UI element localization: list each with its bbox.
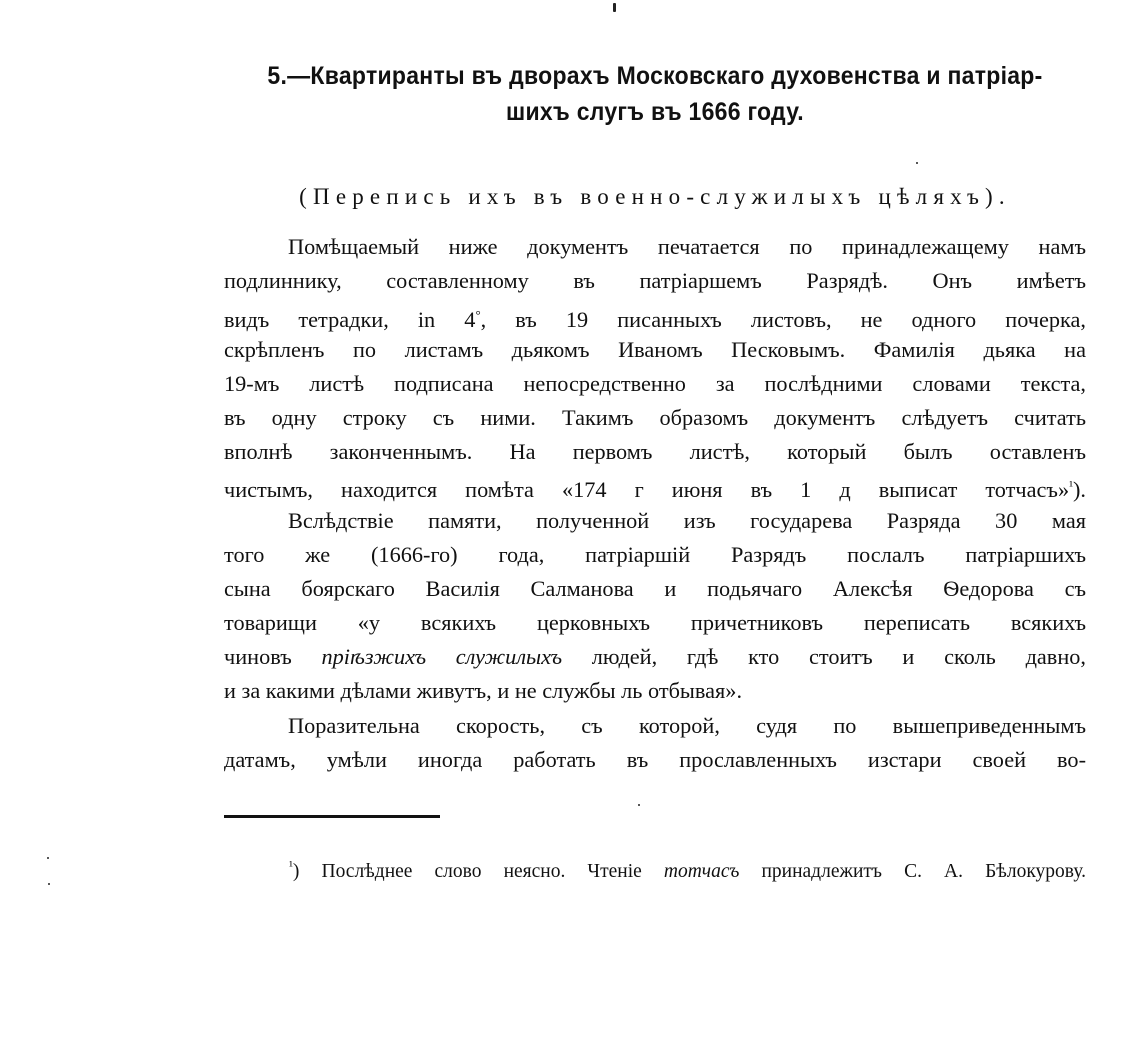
footnote <box>289 852 1086 886</box>
paragraph-2-line-2: того же (1666-го) года, патріаршій Разрядъ послалъ патріаршихъ <box>224 541 1086 567</box>
paragraph-1-line-5: 19-мъ листѣ подписана непосредственно за послѣдними словами текста, <box>224 370 1086 396</box>
heading-line-1: 5.—Квартиранты въ дворахъ Московскаго духовенства и патріар- <box>267 62 1043 90</box>
paragraph-1 <box>224 230 1086 504</box>
paragraph-1-line-3 <box>224 298 1086 332</box>
paragraph-3-line-1: Поразительна скорость, съ которой, судя по вышеприведеннымъ <box>288 712 1086 738</box>
text-run: ). <box>1073 477 1086 503</box>
paragraph-1-line-1: Помѣщаемый ниже документъ печатается по принадлежащему намъ <box>288 234 1086 259</box>
text-column <box>224 58 1086 777</box>
text-run: чистымъ, находится помѣта «174 г июня въ 1 д выписат тотчасъ» <box>224 477 1070 503</box>
footnote-divider <box>224 815 440 818</box>
text-run: , въ 19 писанныхъ листовъ, не одного почерка, <box>480 307 1086 333</box>
scan-speck <box>613 3 616 12</box>
paragraph-1-line-7: вполнѣ законченнымъ. На первомъ листѣ, который былъ оставленъ <box>224 439 1086 465</box>
paragraph-1-line-4: скрѣпленъ по листамъ дьякомъ Иваномъ Песковымъ. Фамилія дьяка на <box>224 336 1086 362</box>
section-subtitle: (Перепись ихъ въ военно-служилыхъ цѣляхъ). <box>299 184 1011 209</box>
section-heading <box>258 58 1051 130</box>
paragraph-2 <box>224 504 1086 709</box>
paragraph-2-line-3: сына боярскаго Василія Салманова и подьячаго Алексѣя Ѳедорова съ <box>224 575 1086 601</box>
paragraph-2-line-1: Вслѣдствіе памяти, полученной изъ государева Разряда 30 мая <box>288 507 1086 533</box>
paragraph-1-line-6: въ одну строку съ ними. Такимъ образомъ документъ слѣдуетъ считать <box>224 404 1086 430</box>
italic-phrase: пріѣзжихъ служилыхъ <box>321 644 563 670</box>
paragraph-3-line-2: датамъ, умѣли иногда работать въ прославленныхъ изстари своей во- <box>224 746 1086 772</box>
footnote-mark: ¹ <box>289 858 293 873</box>
footnote-text: принадлежитъ С. А. Бѣлокурову. <box>739 861 1087 882</box>
text-run: видъ тетрадки, in 4 <box>224 307 476 333</box>
body-text <box>224 230 1086 777</box>
paragraph-2-line-4: товарищи «у всякихъ церковныхъ причетниковъ переписать всякихъ <box>224 610 1086 636</box>
text-run: чиновъ <box>224 644 322 670</box>
paragraph-2-line-5 <box>224 640 1086 674</box>
paragraph-1-line-8 <box>224 469 1086 503</box>
degree-mark: ° <box>475 307 481 323</box>
scan-speck <box>638 804 640 806</box>
heading-line-2: шихъ слугъ въ 1666 году. <box>506 98 804 126</box>
paragraph-2-line-6: и за какими дѣлами живутъ, и не службы ль отбывая». <box>224 678 743 704</box>
footnote-italic-word: тотчасъ <box>663 861 740 882</box>
text-run: людей, гдѣ кто стоитъ и сколь давно, <box>562 644 1086 670</box>
footnote-reference[interactable]: ¹ <box>1069 478 1073 494</box>
footnote-text: ) Послѣднее слово неясно. Чтеніе <box>292 861 664 882</box>
paragraph-1-line-2: подлиннику, составленному въ патріаршемъ Разрядѣ. Онъ имѣетъ <box>224 268 1086 294</box>
scan-speck <box>47 857 49 859</box>
paragraph-3 <box>224 709 1086 777</box>
scan-speck <box>48 883 50 885</box>
